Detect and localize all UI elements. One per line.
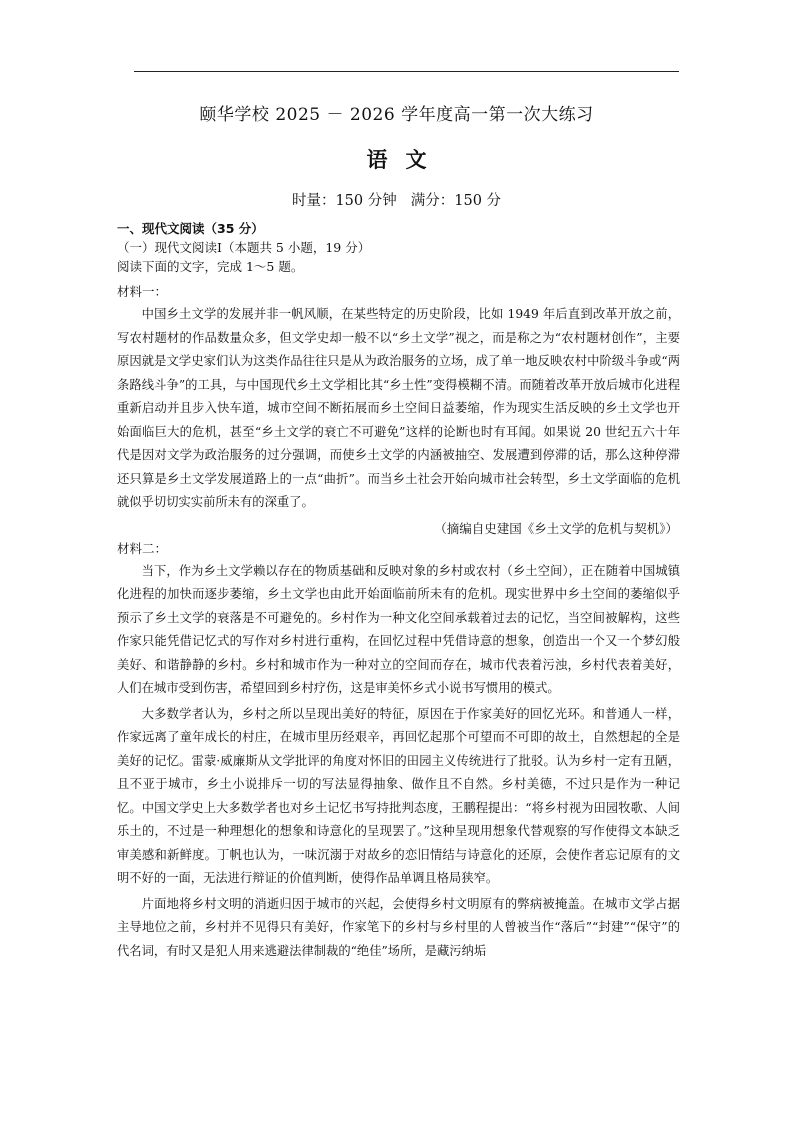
header-rule bbox=[134, 71, 679, 72]
material2-paragraph: 当下，作为乡土文学赖以存在的物质基础和反映对象的乡村或农村（乡土空间），正在随着中国城镇化进程的加快而逐步萎缩，乡土文学也由此开始面临前所未有的危机。现实世界中乡土空间的萎缩似乎预示了乡土文学的衰落是不可避免的。乡村作为一种文化空间承载着过去的记忆，当空间被解构，这些作家只能凭借记忆式的写作对乡村进行重构，在回忆过程中凭借诗意的想象，创造出一个又一个梦幻般美好、和谐静静的乡村。乡村和城市作为一种对立的空间而存在，城市代表着污浊，乡村代表着美好，人们在城市受到伤害，希望回到乡村疗伤，这是审美怀乡式小说书写惯用的模式。 bbox=[117, 563, 680, 695]
subject-title: 语文 bbox=[366, 147, 445, 172]
time-limit: 时量：150 分钟 bbox=[291, 193, 397, 209]
material2-paragraph: 片面地将乡村文明的消逝归因于城市的兴起，会使得乡村文明原有的弊病被掩盖。在城市文学占据主导地位之前，乡村并不见得只有美好，作家笔下的乡村与乡村里的人曾被当作“落后”“封建”“保守”的代名词，有时又是犯人用来逃避法律制裁的“绝佳”场所，是藏污纳垢 bbox=[117, 896, 680, 958]
material1-paragraph: 中国乡土文学的发展并非一帆风顺，在某些特定的历史阶段，比如 1949 年后直到改革开放之前，写农村题材的作品数量众多，但文学史却一般不以“乡土文学”视之，而是称之为“农村题材创作”，主要原因就是文学史家们认为这类作品往往只是从为政治服务的立场，成了单一地反映农村中阶级斗争或“两条路线斗争”的工具，与中国现代乡土文学相比其“乡土性”变得模糊不清。而随着改革开放后城市化进程重新启动并且步入快车道，城市空间不断拓展而乡土空间日益萎缩，作为现实生活反映的乡土文学也开始面临巨大的危机，甚至“乡土文学的衰亡不可避免”这样的论断也时有耳闻。如果说 20 世纪五六十年代是因对文学为政治服务的过分强调，而使乡土文学的内涵被抽空、发展遭到停滞的话，那么这种停滞还只算是乡土文学发展道路上的一点“曲折”。而当乡土社会开始向城市社会转型，乡土文学面临的危机就似乎切切实实前所未有的深重了。 bbox=[117, 307, 680, 509]
material1-source: （摘编自史建国《乡土文学的危机与契机》） bbox=[434, 520, 678, 536]
full-score: 满分：150 分 bbox=[410, 193, 502, 209]
material2-paragraph: 大多数学者认为，乡村之所以呈现出美好的特征，原因在于作家美好的回忆光环。和普通人一样，作家远离了童年成长的村庄，在城市里历经艰辛，再回忆起那个可望而不可即的故土，自然想起的全是美好的记忆。雷蒙·威廉斯从文学批评的角度对怀旧的田园主义传统进行了批驳。认为乡村一定有丑陋，且不亚于城市，乡土小说排斥一切的写法显得抽象、做作且不自然。乡村美德，不过只是作为一种记忆。中国文学史上大多数学者也对乡土记忆书写持批判态度，王鹏程提出：“将乡村视为田园牧歌、人间乐土的，不过是一种理想化的想象和诗意化的呈现罢了。”这种呈现用想象代替观察的写作使得文本缺乏审美感和新鲜度。丁帆也认为，一味沉溺于对故乡的恋旧情结与诗意化的还原，会使作者忘记原有的文明不好的一面，无法进行辩证的价值判断，使得作品单调且格局狭窄。 bbox=[117, 706, 680, 885]
exam-title: 颐华学校 2025 － 2026 学年度高一第一次大练习 bbox=[199, 105, 594, 125]
document-body bbox=[117, 219, 680, 963]
material1-label: 材料一： bbox=[117, 284, 168, 299]
section-title: 一、现代文阅读（35 分） bbox=[117, 221, 264, 236]
subsection-title: （一）现代文阅读Ⅰ（本题共 5 小题，19 分） bbox=[117, 240, 371, 255]
reading-instruction: 阅读下面的文字，完成 1～5 题。 bbox=[117, 259, 304, 274]
exam-info bbox=[0, 189, 793, 210]
material2-label: 材料二： bbox=[117, 540, 168, 556]
